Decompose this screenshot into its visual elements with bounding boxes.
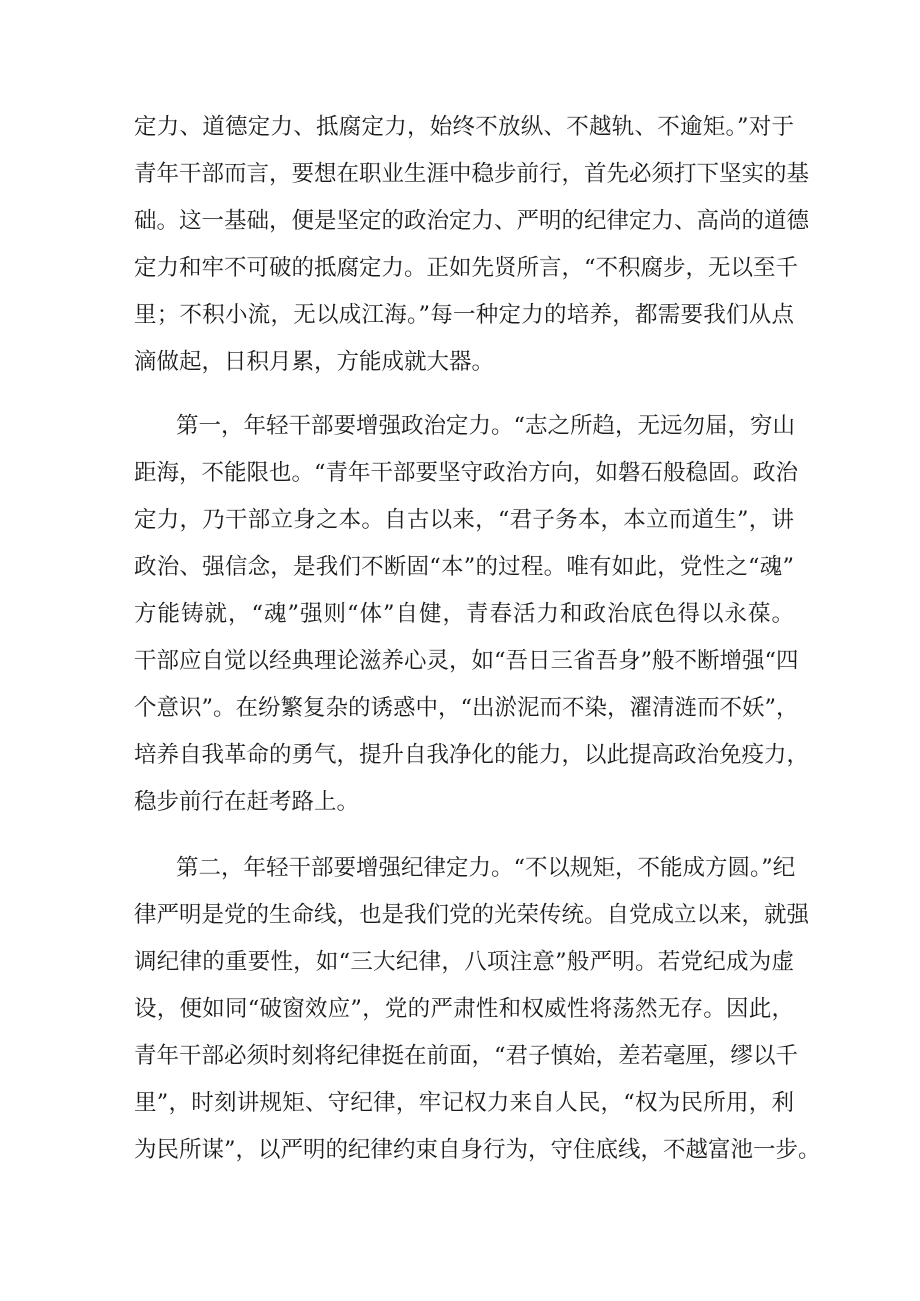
paragraph-2-line-1: 第一，年轻干部要增强政治定力。“志之所趋，无远勿届，穷山 <box>176 413 796 439</box>
paragraph-2-line-4: 政治、强信念，是我们不断固“本”的过程。唯有如此，党性之“魂” <box>134 554 794 580</box>
paragraph-2-line-2: 距海，不能限也。“青年干部要坚守政治方向，如磐石般稳固。政治 <box>134 460 799 486</box>
paragraph-3-line-6: 里”，时刻讲规矩、守纪律，牢记权力来自人民，“权为民所用，利 <box>134 1090 794 1116</box>
paragraph-2-line-7: 个意识”。在纷繁复杂的诱惑中，“出淤泥而不染，濯清涟而不妖”， <box>134 695 799 721</box>
paragraph-2-line-3: 定力，乃干部立身之本。自古以来，“君子务本，本立而道生”，讲 <box>134 507 794 533</box>
paragraph-2-line-6: 干部应自觉以经典理论滋养心灵，如“吾日三省吾身”般不断增强“四 <box>134 648 799 674</box>
paragraph-2-line-9: 稳步前行在赶考路上。 <box>134 789 360 815</box>
paragraph-1-line-5: 里；不积小流，无以成江海。”每一种定力的培养，都需要我们从点 <box>134 302 794 328</box>
paragraph-1-line-6: 滴做起，日积月累，方能成就大器。 <box>134 349 495 375</box>
paragraph-1-line-1: 定力、道德定力、抵腐定力，始终不放纵、不越轨、不逾矩。”对于 <box>134 114 794 140</box>
paragraph-3-line-1: 第二，年轻干部要增强纪律定力。“不以规矩，不能成方圆。”纪 <box>176 855 796 881</box>
paragraph-3-line-3: 调纪律的重要性，如“三大纪律，八项注意”般严明。若党纪成为虚 <box>134 949 794 975</box>
paragraph-1-line-2: 青年干部而言，要想在职业生涯中稳步前行，首先必须打下坚实的基 <box>134 161 810 187</box>
paragraph-3-line-2: 律严明是党的生命线，也是我们党的光荣传统。自党成立以来，就强 <box>134 902 810 928</box>
paragraph-3-line-5: 青年干部必须时刻将纪律挺在前面，“君子慎始，差若毫厘，缪以千 <box>134 1043 799 1069</box>
paragraph-1-line-4: 定力和牢不可破的抵腐定力。正如先贤所言，“不积腐步，无以至千 <box>134 255 799 281</box>
paragraph-2-line-5: 方能铸就，“魂”强则“体”自健，青春活力和政治底色得以永葆。 <box>134 601 794 627</box>
paragraph-3-line-4: 设，便如同“破窗效应”，党的严肃性和权威性将荡然无存。因此， <box>134 996 794 1022</box>
paragraph-3-line-7: 为民所谋”，以严明的纪律约束自身行为，守住底线，不越富池一步。 <box>134 1137 821 1163</box>
paragraph-1-line-3: 础。这一基础，便是坚定的政治定力、严明的纪律定力、高尚的道德 <box>134 208 810 234</box>
paragraph-2-line-8: 培养自我革命的勇气，提升自我净化的能力，以此提高政治免疫力， <box>134 742 810 768</box>
